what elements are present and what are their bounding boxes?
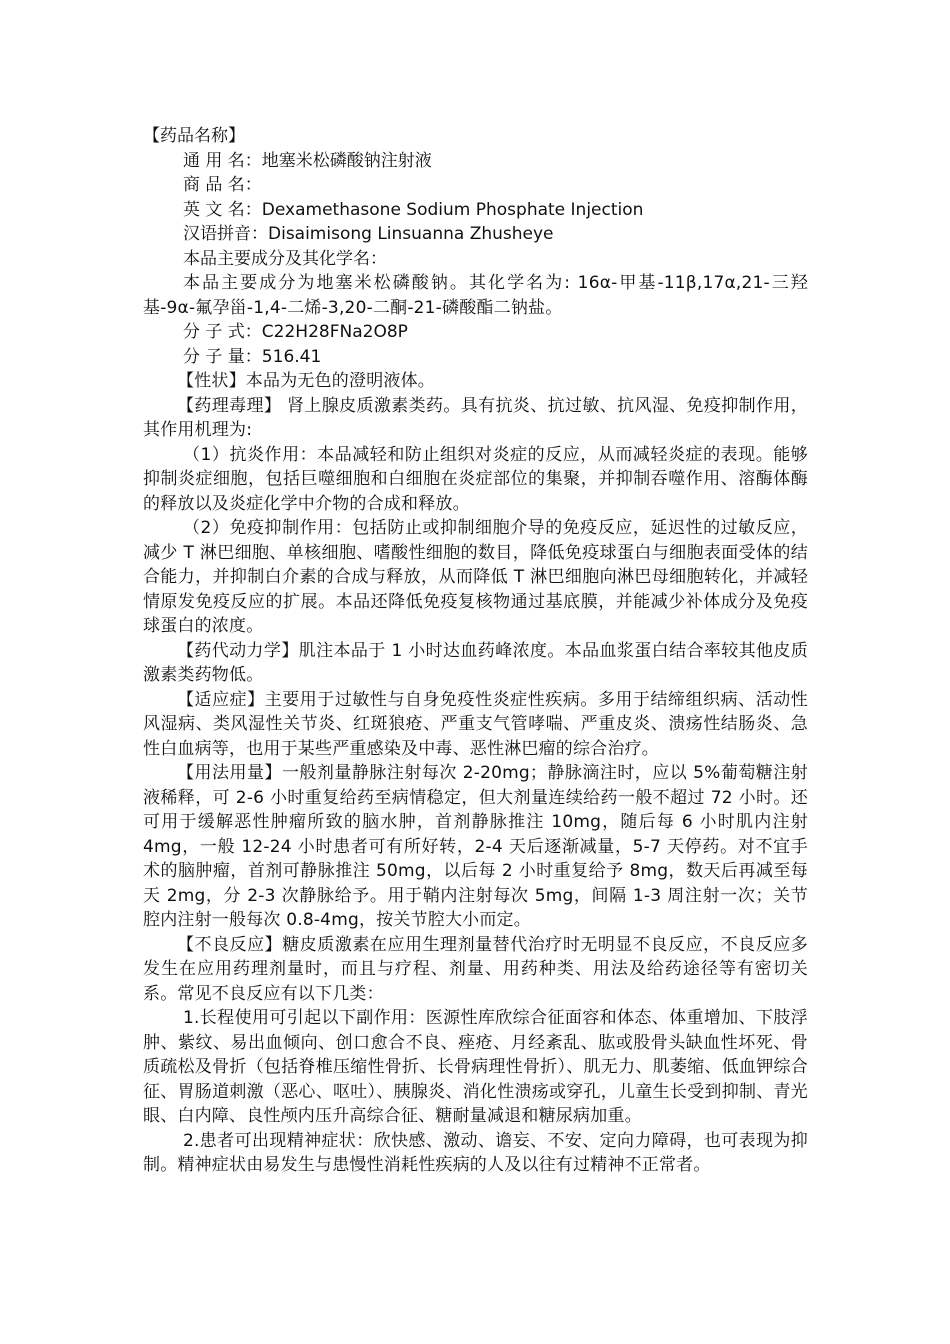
generic-name: 通 用 名：地塞米松磷酸钠注射液 [183,150,432,171]
composition-text: 本品主要成分为地塞米松磷酸钠。其化学名为: 16α-甲基-11β,17α,21-三羟基-9α-氟孕甾-1,4-二烯-3,20-二酮-21-磷酸酯二钠盐。 [143,273,808,318]
dosage-section: 【用法用量】一般剂量静脉注射每次 2-20mg；静脉滴注时，应以 5%葡萄糖注射液稀释，可 2-6 小时重复给药至病情稳定，但大剂量连续给药一般不超过 72 小时。还可用于缓解恶性肿瘤所致的脑水肿，首剂静脉推注 10mg，随后每 6 小时肌内注射 4mg，一般 12-24 小时患者可有所好转，2-4 天后逐渐减量，5-7 天停药。对不宜手术的脑肿瘤，首剂可静脉推注 50mg，以后每 2 小时重复给予 8mg，数天后再减至每天 2mg，分 2-3 次静脉给予。用于鞘内注射每次 5mg，间隔 1-3 周注射一次；关节腔内注射一般每次 0.8-4mg，按关节腔大小而定。 [143,763,808,930]
composition-title: 本品主要成分及其化学名： [183,248,387,269]
pinyin-name: 汉语拼音：Disaimisong Linsuanna Zhusheye [183,224,554,244]
trade-name: 商 品 名： [183,175,262,195]
adverse-item-1: 1.长程使用可引起以下副作用：医源性库欣综合征面容和体态、体重增加、下肢浮肿、紫纹、易出血倾向、创口愈合不良、痤疮、月经紊乱、肱或股骨头缺血性坏死、骨质疏松及骨折（包括脊椎压缩性骨折、长骨病理性骨折）、肌无力、肌萎缩、低血钾综合征、胃肠道刺激（恶心、呕吐）、胰腺炎、消化性溃疡或穿孔，儿童生长受到抑制、青光眼、白内障、良性颅内压升高综合征、糖耐量减退和糖尿病加重。 [143,1008,808,1126]
document-body [143,124,808,1178]
english-name: 英 文 名：Dexamethasone Sodium Phosphate Injection [183,199,644,220]
anti-inflammatory-item: （1）抗炎作用：本品减轻和防止组织对炎症的反应，从而减轻炎症的表现。能够抑制炎症细胞，包括巨噬细胞和白细胞在炎症部位的集聚，并抑制吞噬作用、溶酶体酶的释放以及炎症化学中介物的合成和释放。 [143,444,808,514]
pharmacology-section: 【药理毒理】 肾上腺皮质激素类药。具有抗炎、抗过敏、抗风湿、免疫抑制作用，其作用机理为: [143,395,808,440]
properties-section: 【性状】本品为无色的澄明液体。 [177,371,435,391]
pharmacokinetics-section: 【药代动力学】肌注本品于 1 小时达血药峰浓度。本品血浆蛋白结合率较其他皮质激素类药物低。 [143,640,808,685]
indications-section: 【适应症】主要用于过敏性与自身免疫性炎症性疾病。多用于结缔组织病、活动性风湿病、类风湿性关节炎、红斑狼疮、严重支气管哮喘、严重皮炎、溃疡性结肠炎、急性白血病等，也用于某些严重感染及中毒、恶性淋巴瘤的综合治疗。 [143,689,808,759]
molecular-formula: 分 子 式：C22H28FNa2O8P [183,322,408,342]
immunosuppression-item: （2）免疫抑制作用：包括防止或抑制细胞介导的免疫反应，延迟性的过敏反应，减少 T 淋巴细胞、单核细胞、嗜酸性细胞的数目，降低免疫球蛋白与细胞表面受体的结合能力，并抑制白介素的合成与释放，从而降低 T 淋巴细胞向淋巴母细胞转化，并减轻情原发免疫反应的扩展。本品还降低免疫复核物通过基底膜，并能减少补体成分及免疫球蛋白的浓度。 [143,518,808,636]
adverse-item-2: 2.患者可出现精神症状：欣快感、激动、谵妄、不安、定向力障碍，也可表现为抑制。精神症状由易发生与患慢性消耗性疾病的人及以往有过精神不正常者。 [143,1130,808,1175]
adverse-reactions-section: 【不良反应】糖皮质激素在应用生理剂量替代治疗时无明显不良反应，不良反应多发生在应用药理剂量时，而且与疗程、剂量、用药种类、用法及给药途径等有密切关系。常见不良反应有以下几类： [143,934,808,1004]
molecular-weight: 分 子 量：516.41 [183,346,322,367]
drug-name-heading: 【药品名称】 [143,126,245,146]
